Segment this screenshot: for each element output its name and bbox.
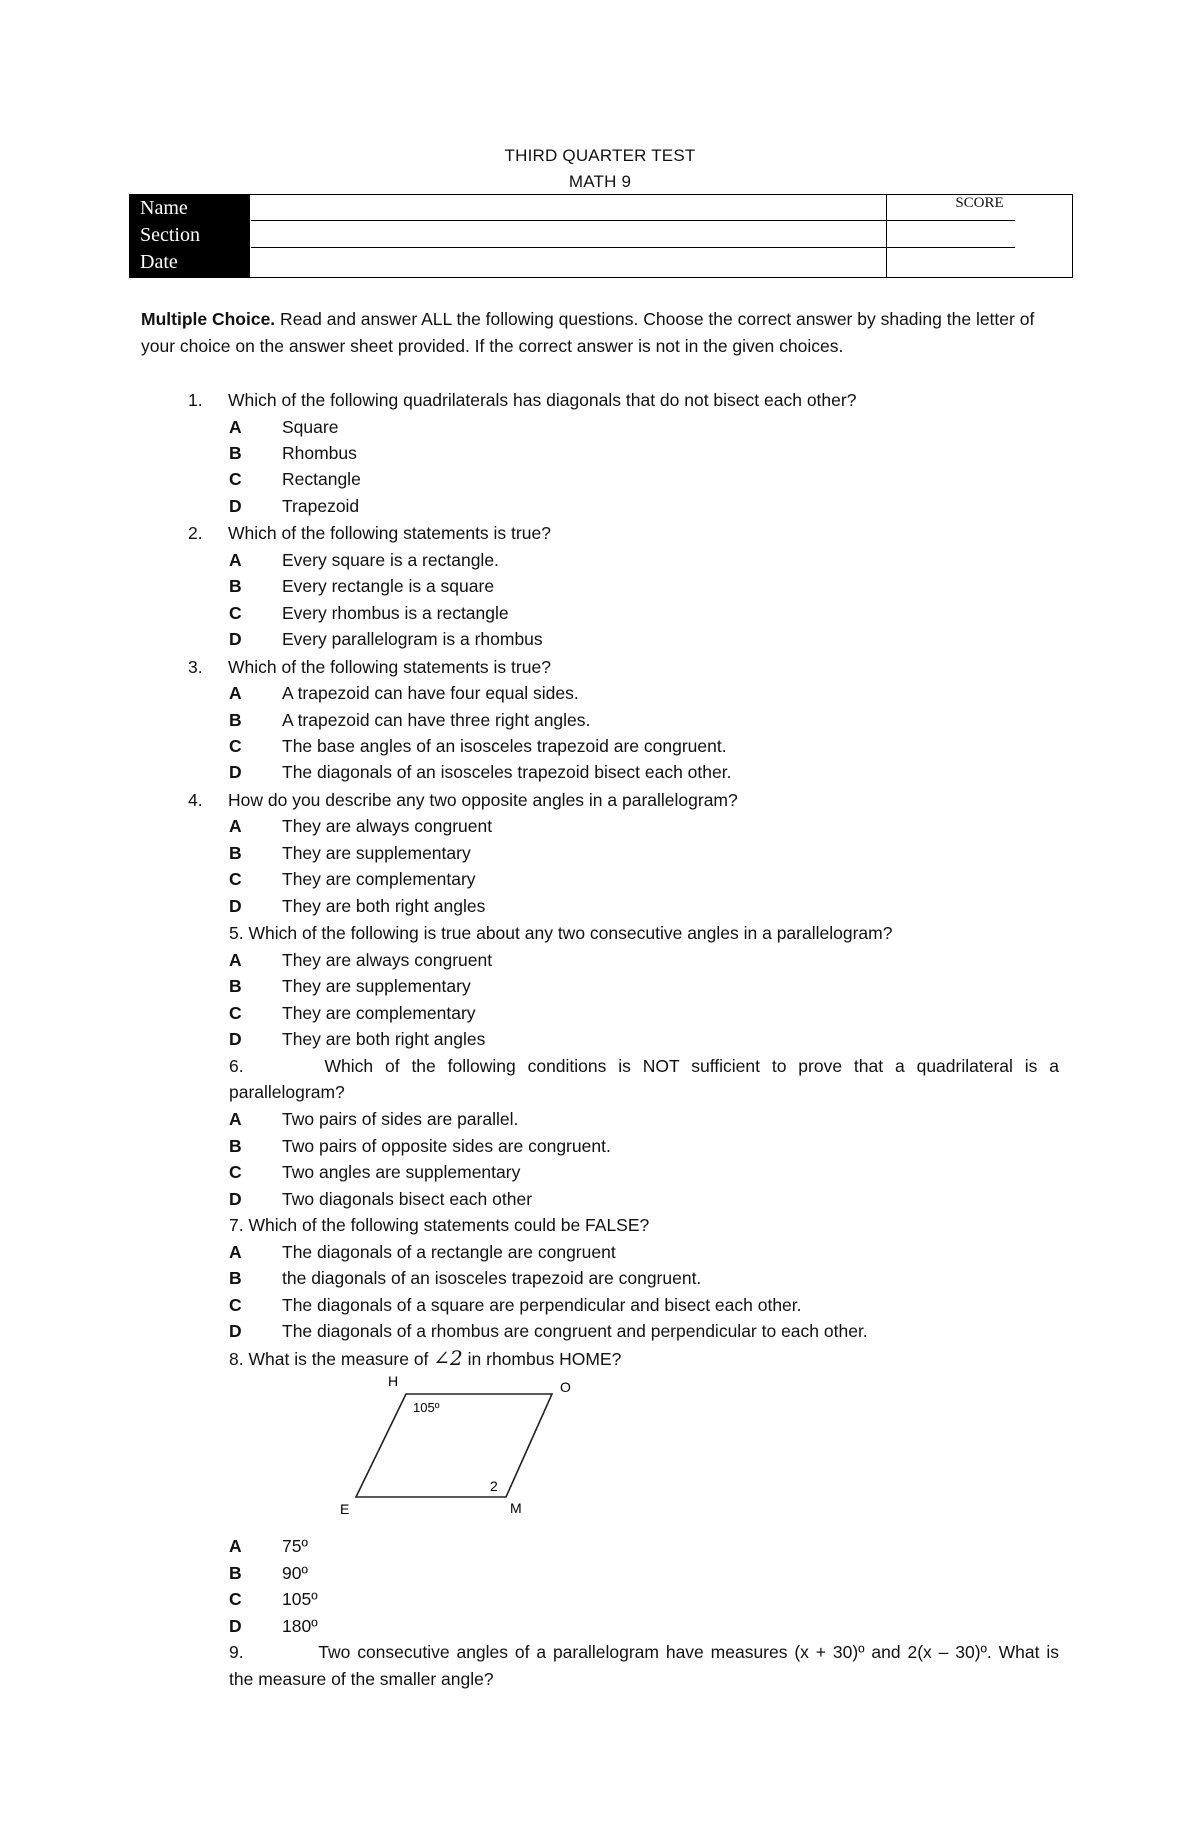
option-text: Two pairs of opposite sides are congruent. [282,1136,611,1156]
vertex-m-label: M [510,1500,522,1516]
question-4-text: How do you describe any two opposite angles in a parallelogram? [228,790,738,810]
question-6-number: 6. [229,1056,244,1076]
date-field[interactable] [251,249,1015,277]
option-text: Every rhombus is a rectangle [282,603,509,623]
angle-2-mark: 2 [490,1478,498,1494]
option-text: Two pairs of sides are parallel. [282,1109,519,1129]
option-letter: B [229,1136,242,1156]
question-5-text: Which of the following is true about any two consecutive angles in a parallelogram? [248,923,893,943]
question-9-text-continued: the measure of the smaller angle? [229,1669,494,1689]
option-letter: A [229,816,242,836]
option-letter: B [229,576,242,596]
question-2-text: Which of the following statements is true? [228,523,551,543]
option-letter: B [229,1563,242,1583]
test-subject: MATH 9 [568,172,632,191]
option-text: Rhombus [282,443,357,463]
option-letter: C [229,603,242,623]
option-text: A trapezoid can have three right angles. [282,710,591,730]
option-text: 180º [282,1616,318,1636]
option-text: They are complementary [282,1003,476,1023]
question-8-number: 8. [229,1349,244,1369]
option-letter: B [229,710,242,730]
option-letter: C [229,1589,242,1609]
option-letter: A [229,683,242,703]
question-4-number: 4. [188,790,203,810]
test-title: THIRD QUARTER TEST [504,146,696,165]
option-letter: D [229,1321,242,1341]
question-9-text: Two consecutive angles of a parallelogram have measures (x + 30)º and 2(x – 30)º. What is [318,1642,1059,1662]
option-letter: A [229,417,242,437]
option-letter: A [229,1536,242,1556]
option-text: The diagonals of a rectangle are congruent [282,1242,616,1262]
option-text: They are complementary [282,869,476,889]
score-box[interactable] [887,195,1072,212]
option-letter: B [229,843,242,863]
vertex-e-label: E [340,1501,350,1516]
option-text: They are both right angles [282,896,486,916]
question-2-number: 2. [188,523,203,543]
option-text: Square [282,417,339,437]
option-letter: B [229,443,242,463]
option-letter: D [229,496,242,516]
section-label: Section [140,224,200,246]
date-label: Date [140,251,178,273]
score-label: SCORE [955,195,1004,211]
option-text: They are supplementary [282,976,471,996]
option-letter: A [229,1242,242,1262]
question-3-number: 3. [188,657,203,677]
question-6-text: Which of the following conditions is NOT sufficient to prove that a quadrilateral is a [324,1056,1059,1076]
option-text: The diagonals of a rhombus are congruent and perpendicular to each other. [282,1321,868,1341]
section-field[interactable] [251,222,1015,248]
option-text: 90º [282,1563,308,1583]
student-info-table [129,194,1073,278]
vertex-h-label: H [388,1373,399,1389]
option-letter: D [229,629,242,649]
option-text: Every parallelogram is a rhombus [282,629,543,649]
option-text: Every rectangle is a square [282,576,495,596]
info-labels-column [130,195,250,277]
option-letter: B [229,976,242,996]
option-letter: D [229,896,242,916]
option-text: A trapezoid can have four equal sides. [282,683,579,703]
option-text: Trapezoid [282,496,360,516]
option-letter: B [229,1268,242,1288]
option-text: They are always congruent [282,950,493,970]
option-text: The diagonals of a square are perpendicular and bisect each other. [282,1295,802,1315]
option-text: Rectangle [282,469,361,489]
question-6-text-continued: parallelogram? [229,1082,345,1102]
option-text: The base angles of an isosceles trapezoid are congruent. [282,736,727,756]
option-text: They are both right angles [282,1029,486,1049]
question-9-number: 9. [229,1642,244,1662]
option-text: Two diagonals bisect each other [282,1189,533,1209]
rhombus-shape [356,1394,552,1497]
option-letter: A [229,1109,242,1129]
option-letter: D [229,762,242,782]
instructions-heading: Multiple Choice. [141,309,276,329]
option-letter: C [229,1003,242,1023]
option-letter: D [229,1029,242,1049]
name-label: Name [140,197,188,219]
option-letter: C [229,736,242,756]
question-5-number: 5. [229,923,244,943]
question-8-text-after: in rhombus HOME? [462,1349,622,1369]
question-1-number: 1. [188,390,203,410]
vertex-o-label: O [560,1379,571,1395]
option-letter: C [229,1295,242,1315]
option-text: Two angles are supplementary [282,1162,521,1182]
question-7-number: 7. [229,1215,244,1235]
option-letter: C [229,1162,242,1182]
question-5 [229,923,892,944]
question-7 [229,1215,649,1236]
option-text: The diagonals of an isosceles trapezoid bisect each other. [282,762,732,782]
angle-h-label: 105º [413,1400,440,1415]
option-text: the diagonals of an isosceles trapezoid are congruent. [282,1268,702,1288]
option-letter: D [229,1616,242,1636]
rhombus-home-diagram [330,1366,590,1516]
question-8-text: What is the measure of [248,1349,434,1369]
instructions-text: Read and answer ALL the following questions. Choose the correct answer by shading the letter of your choice on the answer sheet provided. If the correct answer is not in the given choices. [141,309,1035,356]
instructions [141,306,1071,360]
option-text: 75º [282,1536,308,1556]
option-letter: C [229,469,242,489]
angle-symbol: ∠2 [433,1346,463,1370]
question-6 [229,1056,1059,1077]
option-letter: C [229,869,242,889]
option-text: 105º [282,1589,318,1609]
question-3-text: Which of the following statements is true? [228,657,551,677]
option-letter: A [229,950,242,970]
question-9 [229,1642,1059,1663]
question-1-text: Which of the following quadrilaterals has diagonals that do not bisect each other? [228,390,857,410]
option-text: Every square is a rectangle. [282,550,499,570]
option-text: They are supplementary [282,843,471,863]
option-letter: A [229,550,242,570]
option-text: They are always congruent [282,816,493,836]
option-letter: D [229,1189,242,1209]
question-7-text: Which of the following statements could be FALSE? [248,1215,650,1235]
